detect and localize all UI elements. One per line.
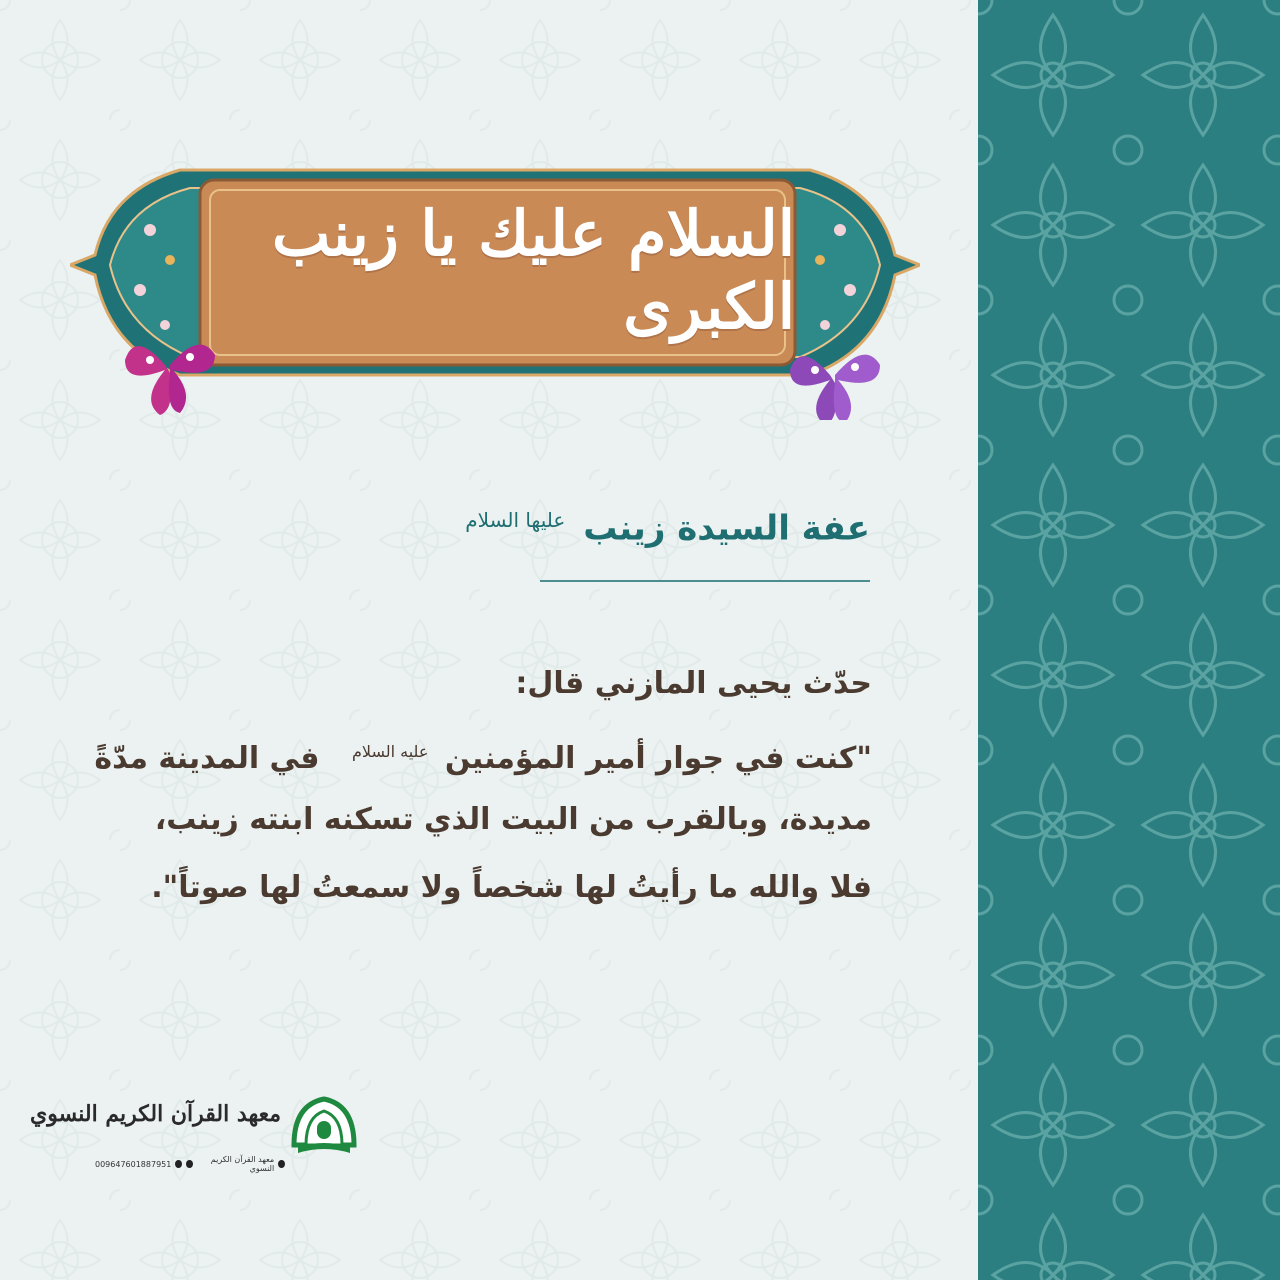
narration-text (94, 650, 872, 922)
telegram-icon (175, 1160, 182, 1168)
banner-calligraphy: السلام عليك يا زينب الكبرى (272, 197, 795, 343)
honorific-label: عليه السلام (352, 742, 429, 761)
narration-line-part: "كنت في جوار أمير المؤمنين (444, 741, 872, 776)
title-divider (540, 580, 870, 582)
narration-line: فلا والله ما رأيتُ لها شخصاً ولا سمعتُ لها صوتاً". (151, 870, 872, 905)
honorific-label: عليها السلام (465, 508, 566, 532)
narration-line: حدّث يحيى المازني قال: (515, 666, 872, 701)
contact-info (95, 1157, 285, 1171)
facebook-icon (278, 1160, 285, 1168)
side-floral-pattern (978, 0, 1280, 1280)
narration-line (94, 718, 872, 786)
institute-name: معهد القرآن الكريم النسوي (30, 1101, 281, 1127)
narration-line: مديدة، وبالقرب من البيت الذي تسكنه ابنته زينب، (154, 802, 872, 837)
narration-line-part: في المدينة مدّةً (94, 741, 320, 776)
facebook-page-name: معهد القرآن الكريم النسوي (210, 1155, 275, 1173)
whatsapp-icon (186, 1160, 193, 1168)
institute-logo-icon (288, 1095, 360, 1155)
phone-number: 009647601887951 (95, 1159, 172, 1169)
decorative-side-panel (978, 0, 1280, 1280)
section-title-text: عفة السيدة زينب (583, 508, 870, 549)
institute-logo-block (30, 1095, 365, 1175)
section-title (460, 508, 870, 548)
